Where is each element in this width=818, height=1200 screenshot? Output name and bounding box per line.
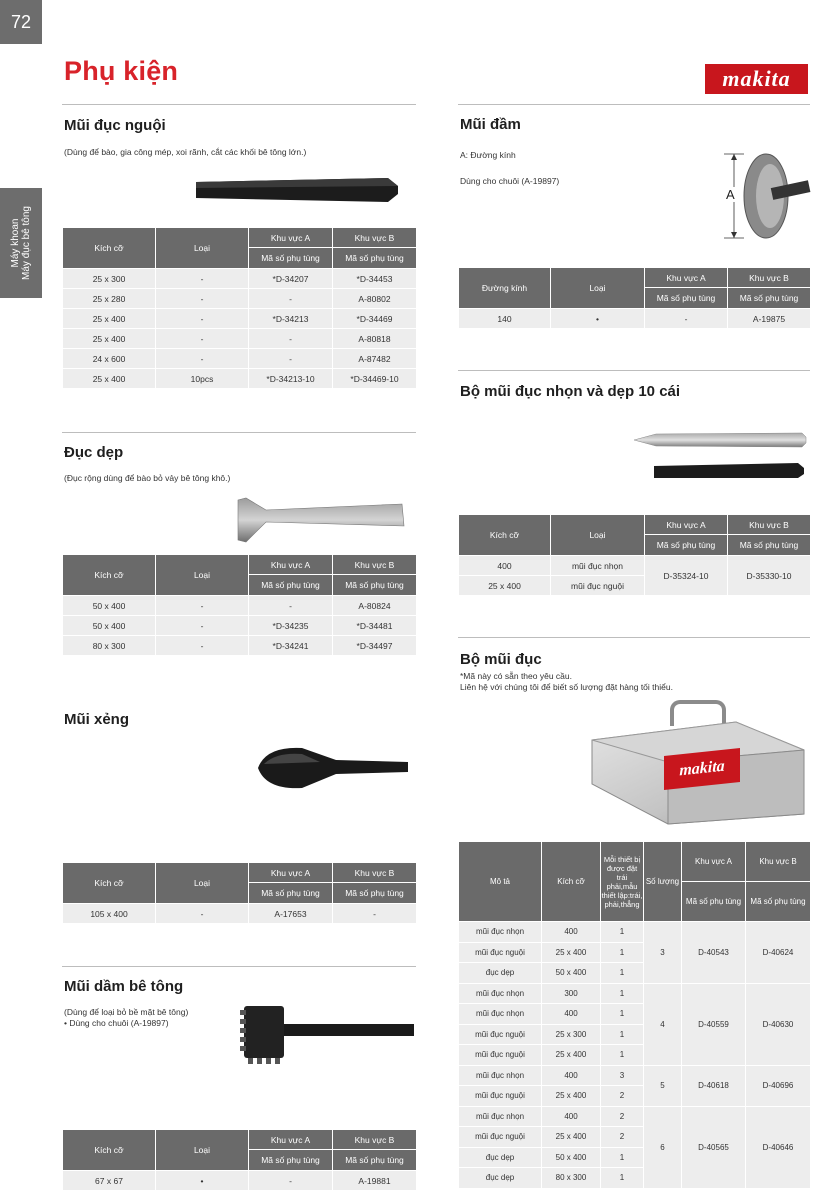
section-desc-tamper-1: A: Đường kính xyxy=(460,150,516,160)
cell: A-19875 xyxy=(728,309,811,329)
th-region-b: Khu vực B xyxy=(728,515,811,535)
cell: *D-34497 xyxy=(333,636,417,656)
section-desc-cold-chisel: (Dùng để bào, gia công mép, xoi rãnh, cắt các khối bê tông lớn.) xyxy=(64,147,307,157)
section-note-2: Liên hệ với chúng tôi để biết số lượng đặt hàng tối thiểu. xyxy=(460,682,673,692)
section-desc-tamper-2: Dùng cho chuôi (A-19897) xyxy=(460,176,560,186)
th-part-no: Mã số phụ tùng xyxy=(333,575,417,596)
cell: 1 xyxy=(601,1024,644,1045)
cell: mũi đục nhọn xyxy=(551,556,645,576)
cold-chisel-image xyxy=(192,172,404,206)
cell: 3 xyxy=(601,1065,644,1086)
th-type: Loại xyxy=(551,515,645,556)
cell: - xyxy=(249,289,333,309)
table-chisel-set xyxy=(458,841,811,1189)
cell: A-87482 xyxy=(333,349,417,369)
cell: D-35330-10 xyxy=(728,556,811,596)
cell: mũi đục nguội xyxy=(459,1045,542,1066)
cell: mũi đục nguội xyxy=(551,576,645,596)
table-row xyxy=(63,269,417,289)
cell: mũi đục nhọn xyxy=(459,922,542,943)
th-region-a: Khu vực A xyxy=(249,228,333,248)
section-title-chisel-set-10: Bộ mũi đục nhọn và dẹp 10 cái xyxy=(460,383,681,400)
divider xyxy=(62,104,416,105)
cell: A-80824 xyxy=(333,596,417,616)
cell: 50 x 400 xyxy=(542,963,601,984)
side-tab-line-2: Máy đục bê tông xyxy=(21,206,32,280)
table-row xyxy=(459,983,811,1004)
cell: *D-34453 xyxy=(333,269,417,289)
table-spade-chisel xyxy=(62,862,417,924)
cell: 1 xyxy=(601,1168,644,1189)
cell: D-40565 xyxy=(682,1106,746,1188)
table-flat-chisel xyxy=(62,554,417,656)
th-part-no: Mã số phụ tùng xyxy=(249,248,333,269)
th-type: Loại xyxy=(156,228,249,269)
th-region-a: Khu vực A xyxy=(645,515,728,535)
th-region-a: Khu vực A xyxy=(682,842,746,882)
cell: 400 xyxy=(459,556,551,576)
spade-chisel-image xyxy=(256,742,410,794)
cell: mũi đục nguội xyxy=(459,1086,542,1107)
page-title: Phụ kiện xyxy=(64,56,179,86)
th-per-unit: Mỗi thiết bị được đặt trái phải,mẫu thiết lập:trái, phải,thẳng xyxy=(601,842,644,922)
cell: mũi đục nhọn xyxy=(459,1065,542,1086)
th-size: Kích cỡ xyxy=(63,1130,156,1171)
cell: - xyxy=(156,636,249,656)
th-part-no: Mã số phụ tùng xyxy=(333,1150,417,1171)
cell: 50 x 400 xyxy=(63,616,156,636)
cell: 25 x 400 xyxy=(63,329,156,349)
section-title-bushing-tool: Mũi dầm bê tông xyxy=(64,978,184,995)
cell: mũi đục nguội xyxy=(459,1127,542,1148)
cell: 400 xyxy=(542,1065,601,1086)
bushing-tool-image xyxy=(240,996,416,1070)
cell: mũi đục nguội xyxy=(459,1024,542,1045)
cell: 25 x 300 xyxy=(542,1024,601,1045)
cell: 25 x 400 xyxy=(542,1045,601,1066)
th-size: Kích cỡ xyxy=(63,228,156,269)
cell: *D-34241 xyxy=(249,636,333,656)
table-cold-chisel xyxy=(62,227,417,389)
cell: *D-34469-10 xyxy=(333,369,417,389)
cell: *D-34213 xyxy=(249,309,333,329)
cell: 67 x 67 xyxy=(63,1171,156,1191)
th-region-a: Khu vực A xyxy=(249,863,333,883)
table-row xyxy=(459,922,811,943)
cell: 6 xyxy=(644,1106,682,1188)
cell: 24 x 600 xyxy=(63,349,156,369)
cell: 25 x 400 xyxy=(63,369,156,389)
th-part-no: Mã số phụ tùng xyxy=(645,535,728,556)
cell: D-40696 xyxy=(746,1065,811,1106)
th-part-no: Mã số phụ tùng xyxy=(728,535,811,556)
table-row xyxy=(63,329,417,349)
side-tab-line-1: Máy khoan xyxy=(10,218,21,268)
cell: 25 x 300 xyxy=(63,269,156,289)
cell: D-40624 xyxy=(746,922,811,984)
th-type: Loại xyxy=(156,1130,249,1171)
cell: 50 x 400 xyxy=(63,596,156,616)
table-row xyxy=(63,616,417,636)
flat-chisel-image xyxy=(236,492,408,548)
divider xyxy=(458,637,810,638)
cell: - xyxy=(249,596,333,616)
cell: - xyxy=(156,904,249,924)
cell: mũi đục nhọn xyxy=(459,1004,542,1025)
cell: 400 xyxy=(542,1004,601,1025)
cell: - xyxy=(156,596,249,616)
cell: mũi đục nhọn xyxy=(459,983,542,1004)
cell: 400 xyxy=(542,922,601,943)
cell: - xyxy=(156,329,249,349)
bushing-desc-1: (Dùng để loại bỏ bề mặt bê tông) xyxy=(64,1007,189,1017)
cell: 2 xyxy=(601,1086,644,1107)
th-size: Kích cỡ xyxy=(63,863,156,904)
cell: 1 xyxy=(601,942,644,963)
cell: A-19881 xyxy=(333,1171,417,1191)
th-part-no: Mã số phụ tùng xyxy=(746,882,811,922)
cell: D-40543 xyxy=(682,922,746,984)
th-size: Kích cỡ xyxy=(63,555,156,596)
table-row xyxy=(63,289,417,309)
table-row xyxy=(63,596,417,616)
cell: đục dẹp xyxy=(459,963,542,984)
cell: *D-34469 xyxy=(333,309,417,329)
cell: 1 xyxy=(601,1147,644,1168)
table-row xyxy=(459,309,811,329)
table-row xyxy=(63,309,417,329)
table-bushing-tool xyxy=(62,1129,417,1191)
bushing-desc-2: • Dùng cho chuôi (A-19897) xyxy=(64,1018,169,1028)
cell: *D-34213-10 xyxy=(249,369,333,389)
th-part-no: Mã số phụ tùng xyxy=(249,1150,333,1171)
cell: 400 xyxy=(542,1106,601,1127)
th-part-no: Mã số phụ tùng xyxy=(333,248,417,269)
dim-label-a: A xyxy=(726,187,735,202)
cell: 25 x 400 xyxy=(63,309,156,329)
th-region-b: Khu vực B xyxy=(333,555,417,575)
cell: - xyxy=(156,309,249,329)
cell: D-40618 xyxy=(682,1065,746,1106)
th-size: Kích cỡ xyxy=(542,842,601,922)
makita-logo: makita xyxy=(705,64,808,94)
cell: 50 x 400 xyxy=(542,1147,601,1168)
chisel-set-10-image xyxy=(632,426,810,486)
cell: *D-34207 xyxy=(249,269,333,289)
table-tamper xyxy=(458,267,811,329)
cell: 80 x 300 xyxy=(542,1168,601,1189)
section-title-spade-chisel: Mũi xẻng xyxy=(64,711,130,728)
divider xyxy=(458,370,810,371)
section-title-chisel-set: Bộ mũi đục xyxy=(460,651,542,668)
th-part-no: Mã số phụ tùng xyxy=(333,883,417,904)
cell: A-80802 xyxy=(333,289,417,309)
th-part-no: Mã số phụ tùng xyxy=(249,575,333,596)
divider xyxy=(62,432,416,433)
cell: 140 xyxy=(459,309,551,329)
cell: A-80818 xyxy=(333,329,417,349)
cell: - xyxy=(249,1171,333,1191)
cell: A-17653 xyxy=(249,904,333,924)
cell: - xyxy=(645,309,728,329)
th-size: Kích cỡ xyxy=(459,515,551,556)
cell: 3 xyxy=(644,922,682,984)
cell: *D-34481 xyxy=(333,616,417,636)
section-title-tamper: Mũi đầm xyxy=(460,116,521,133)
cell: 1 xyxy=(601,922,644,943)
cell: D-40630 xyxy=(746,983,811,1065)
table-row xyxy=(63,636,417,656)
th-quantity: Số lượng xyxy=(644,842,682,922)
cell: D-40559 xyxy=(682,983,746,1065)
cell: - xyxy=(156,616,249,636)
th-part-no: Mã số phụ tùng xyxy=(682,882,746,922)
th-description: Mô tả xyxy=(459,842,542,922)
cell: đục dẹp xyxy=(459,1147,542,1168)
cell: - xyxy=(156,269,249,289)
cell: 5 xyxy=(644,1065,682,1106)
aluminum-case-image xyxy=(588,700,808,826)
th-region-b: Khu vực B xyxy=(728,268,811,288)
th-part-no: Mã số phụ tùng xyxy=(728,288,811,309)
th-type: Loại xyxy=(156,555,249,596)
cell: mũi đục nhọn xyxy=(459,1106,542,1127)
cell: 1 xyxy=(601,963,644,984)
th-region-b: Khu vực B xyxy=(333,228,417,248)
section-note-1: *Mã này có sẵn theo yêu cầu. xyxy=(460,671,572,681)
table-row xyxy=(63,369,417,389)
side-tab xyxy=(0,188,42,298)
th-type: Loại xyxy=(156,863,249,904)
cell: 80 x 300 xyxy=(63,636,156,656)
cell: - xyxy=(249,329,333,349)
cell: D-40646 xyxy=(746,1106,811,1188)
cell: 2 xyxy=(601,1127,644,1148)
section-desc-flat-chisel: (Đục rộng dùng để bào bỏ vảy bê tông khô.) xyxy=(64,473,231,483)
cell: 25 x 400 xyxy=(542,1086,601,1107)
th-type: Loại xyxy=(551,268,645,309)
th-part-no: Mã số phụ tùng xyxy=(645,288,728,309)
cell: - xyxy=(249,349,333,369)
cell: 25 x 400 xyxy=(542,942,601,963)
divider xyxy=(458,104,810,105)
table-row xyxy=(63,904,417,924)
th-region-a: Khu vực A xyxy=(249,1130,333,1150)
th-part-no: Mã số phụ tùng xyxy=(249,883,333,904)
divider xyxy=(62,966,416,967)
th-diameter: Đường kính xyxy=(459,268,551,309)
section-title-cold-chisel: Mũi đục nguội xyxy=(64,117,166,134)
th-region-a: Khu vực A xyxy=(645,268,728,288)
table-row xyxy=(63,1171,417,1191)
cell: 1 xyxy=(601,1004,644,1025)
cell: 300 xyxy=(542,983,601,1004)
cell: 10pcs xyxy=(156,369,249,389)
cell: *D-34235 xyxy=(249,616,333,636)
section-title-flat-chisel: Đục dẹp xyxy=(64,444,124,461)
cell: 25 x 400 xyxy=(542,1127,601,1148)
table-row xyxy=(459,1065,811,1086)
cell: • xyxy=(156,1171,249,1191)
cell: 2 xyxy=(601,1106,644,1127)
cell: • xyxy=(551,309,645,329)
cell: - xyxy=(156,349,249,369)
cell: 4 xyxy=(644,983,682,1065)
cell: đục dẹp xyxy=(459,1168,542,1189)
cell: mũi đục nguội xyxy=(459,942,542,963)
cell: 25 x 400 xyxy=(459,576,551,596)
table-row xyxy=(459,1106,811,1127)
cell: 25 x 280 xyxy=(63,289,156,309)
case-logo: makita xyxy=(664,748,740,790)
table-chisel-set-10 xyxy=(458,514,811,596)
cell: 1 xyxy=(601,1045,644,1066)
cell: D-35324-10 xyxy=(645,556,728,596)
page-number: 72 xyxy=(0,0,42,44)
cell: 1 xyxy=(601,983,644,1004)
section-desc-bushing-tool xyxy=(64,1007,188,1029)
table-row xyxy=(63,349,417,369)
th-region-b: Khu vực B xyxy=(333,863,417,883)
cell: 105 x 400 xyxy=(63,904,156,924)
cell: - xyxy=(156,289,249,309)
th-region-a: Khu vực A xyxy=(249,555,333,575)
cell: - xyxy=(333,904,417,924)
th-region-b: Khu vực B xyxy=(746,842,811,882)
th-region-b: Khu vực B xyxy=(333,1130,417,1150)
